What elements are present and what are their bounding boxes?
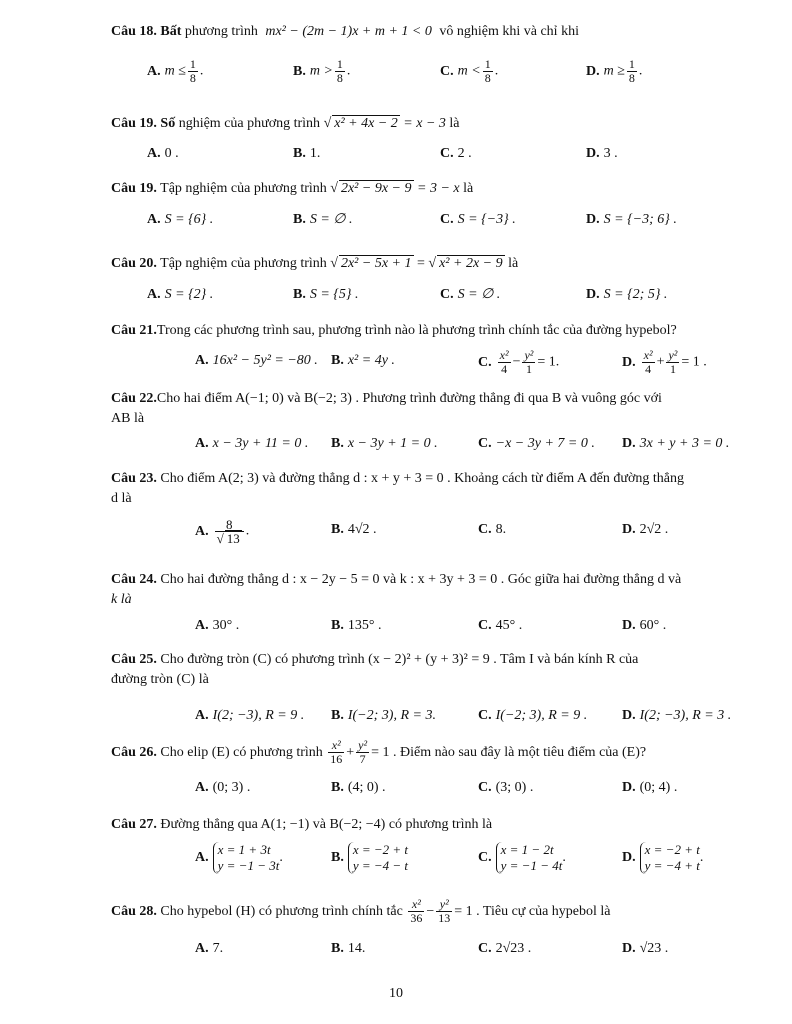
question-28: Câu 28. Cho hypebol (H) có phương trình chính tắc $\frac{\text{x²}}{36}$ − $\frac{\text{y²}}{13}$ = 1 . Tiêu cự của hypebol là <box>111 897 611 926</box>
question-19b: Câu 19. Tập nghiệm của phương trình √ 2x² − 9x − 9 = 3 − x là <box>111 181 474 196</box>
option-c[interactable]: C. $\frac{\text{x²}}{4}$ − $\frac{\text{y²}}{1}$ = 1. <box>478 348 560 376</box>
question-18: Câu 18. Bất phương trình mx² − (2m − 1)x + m + 1 < 0 vô nghiệm khi và chỉ khi <box>111 24 579 39</box>
option-b[interactable]: B. 1. <box>293 146 321 161</box>
q-expression: mx² − (2m − 1)x + m + 1 < 0 <box>265 24 432 39</box>
option-d[interactable]: D. $\frac{\text{x²}}{4}$ + $\frac{\text{y²}}{1}$ = 1 . <box>622 348 707 376</box>
option-a[interactable]: A. 7. <box>195 941 224 956</box>
option-a[interactable]: A. 30° . <box>195 618 240 633</box>
option-c[interactable]: C.x = 1 − 2t y = −1 − 4t. <box>478 842 566 873</box>
page-number: 10 <box>389 986 403 1001</box>
option-d[interactable]: D. m ≥ $\frac{1}{8}$ . <box>586 57 643 85</box>
option-b[interactable]: B. m > $\frac{1}{8}$ . <box>293 57 351 85</box>
q27-options <box>0 842 792 884</box>
q19a-options <box>0 142 792 170</box>
q22-options <box>0 432 792 460</box>
q-prefix: Bất <box>160 24 182 39</box>
option-b[interactable]: B. 4√2 . <box>331 522 377 537</box>
option-a[interactable]: A. x − 3y + 11 = 0 . <box>195 436 309 451</box>
q23-options <box>0 518 792 552</box>
option-d[interactable]: D. 60° . <box>622 618 667 633</box>
option-c[interactable]: C. 2 . <box>440 146 472 161</box>
q28-options <box>0 937 792 965</box>
question-21: Câu 21.Trong các phương trình sau, phương trình nào là phương trình chính tắc của đường hypebol? <box>111 323 677 338</box>
option-b[interactable]: B. x² = 4y . <box>331 353 395 368</box>
option-c[interactable]: C. 2√23 . <box>478 941 532 956</box>
q21-options <box>0 349 792 379</box>
question-24: Câu 24. Cho hai đường thẳng d : x − 2y − 5 = 0 và k : x + 3y + 3 = 0 . Góc giữa hai đường thẳng d và k là <box>111 572 682 607</box>
q19b-options <box>0 208 792 236</box>
option-a[interactable]: A. I(2; −3), R = 9 . <box>195 708 305 723</box>
option-a[interactable]: A. 0 . <box>147 146 179 161</box>
option-b[interactable]: B. S = ∅ . <box>293 212 353 227</box>
option-d[interactable]: D. 3x + y + 3 = 0 . <box>622 436 730 451</box>
option-d[interactable]: D. (0; 4) . <box>622 780 678 795</box>
question-25: Câu 25. Cho đường tròn (C) có phương trình (x − 2)² + (y + 3)² = 9 . Tâm I và bán kính R của đường tròn (C) là <box>111 652 639 687</box>
option-b[interactable]: B. 14. <box>331 941 366 956</box>
option-c[interactable]: C. m < $\frac{1}{8}$ . <box>440 57 499 85</box>
question-26: Câu 26. Cho elip (E) có phương trình $\frac{\text{x²}}{16}$ + $\frac{\text{y²}}{7}$ = 1 . Điểm nào sau đây là một tiêu điểm của (E)? <box>111 738 647 767</box>
option-a[interactable]: A. (0; 3) . <box>195 780 251 795</box>
option-d[interactable]: D. S = {−3; 6} . <box>586 212 677 227</box>
option-b[interactable]: B.x = −2 + t y = −4 − t <box>331 842 409 873</box>
q20-options <box>0 283 792 311</box>
question-22: Câu 22.Cho hai điểm A(−1; 0) và B(−2; 3) . Phương trình đường thẳng đi qua B và vuông góc với AB là <box>111 391 662 426</box>
option-b[interactable]: B. x − 3y + 1 = 0 . <box>331 436 438 451</box>
option-d[interactable]: D. √23 . <box>622 941 669 956</box>
option-d[interactable]: D. I(2; −3), R = 3 . <box>622 708 732 723</box>
option-c[interactable]: C. I(−2; 3), R = 9 . <box>478 708 588 723</box>
question-23: Câu 23. Cho điểm A(2; 3) và đường thẳng d : x + y + 3 = 0 . Khoảng cách từ điểm A đến đường thẳng d là <box>111 471 684 506</box>
q-label: Câu 18. <box>111 24 157 39</box>
option-b[interactable]: B. 135° . <box>331 618 382 633</box>
q25-options <box>0 704 792 732</box>
option-a[interactable]: A. 16x² − 5y² = −80 . <box>195 353 318 368</box>
option-b[interactable]: B. I(−2; 3), R = 3. <box>331 708 436 723</box>
option-c[interactable]: C. S = {−3} . <box>440 212 516 227</box>
option-a[interactable]: A. m ≤ $\frac{1}{8}$ . <box>147 57 204 85</box>
option-c[interactable]: C. −x − 3y + 7 = 0 . <box>478 436 595 451</box>
option-d[interactable]: D. 2√2 . <box>622 522 669 537</box>
option-a[interactable]: A. S = {2} . <box>147 287 214 302</box>
q18-options <box>0 58 792 86</box>
option-b[interactable]: B. (4; 0) . <box>331 780 386 795</box>
option-c[interactable]: C. 8. <box>478 522 507 537</box>
q24-options <box>0 614 792 642</box>
option-d[interactable]: D. 3 . <box>586 146 618 161</box>
option-b[interactable]: B. S = {5} . <box>293 287 359 302</box>
option-a[interactable]: A. $\frac{8}{√ 13}$ . <box>195 517 250 546</box>
option-a[interactable]: A. S = {6} . <box>147 212 214 227</box>
option-a[interactable]: A.x = 1 + 3t y = −1 − 3t. <box>195 842 283 873</box>
option-c[interactable]: C. S = ∅ . <box>440 287 501 302</box>
question-27: Câu 27. Đường thẳng qua A(1; −1) và B(−2; −4) có phương trình là <box>111 817 493 832</box>
option-d[interactable]: D. S = {2; 5} . <box>586 287 668 302</box>
option-d[interactable]: D.x = −2 + t y = −4 + t. <box>622 842 704 873</box>
radicand: x² + 4x − 2 <box>334 116 398 131</box>
question-19a: Câu 19. Số nghiệm của phương trình √ x² + 4x − 2 = x − 3 là <box>111 116 460 131</box>
q26-options <box>0 776 792 804</box>
option-c[interactable]: C. (3; 0) . <box>478 780 534 795</box>
option-c[interactable]: C. 45° . <box>478 618 523 633</box>
question-20: Câu 20. Tập nghiệm của phương trình √ 2x² − 5x + 1 = √ x² + 2x − 9 là <box>111 256 519 271</box>
